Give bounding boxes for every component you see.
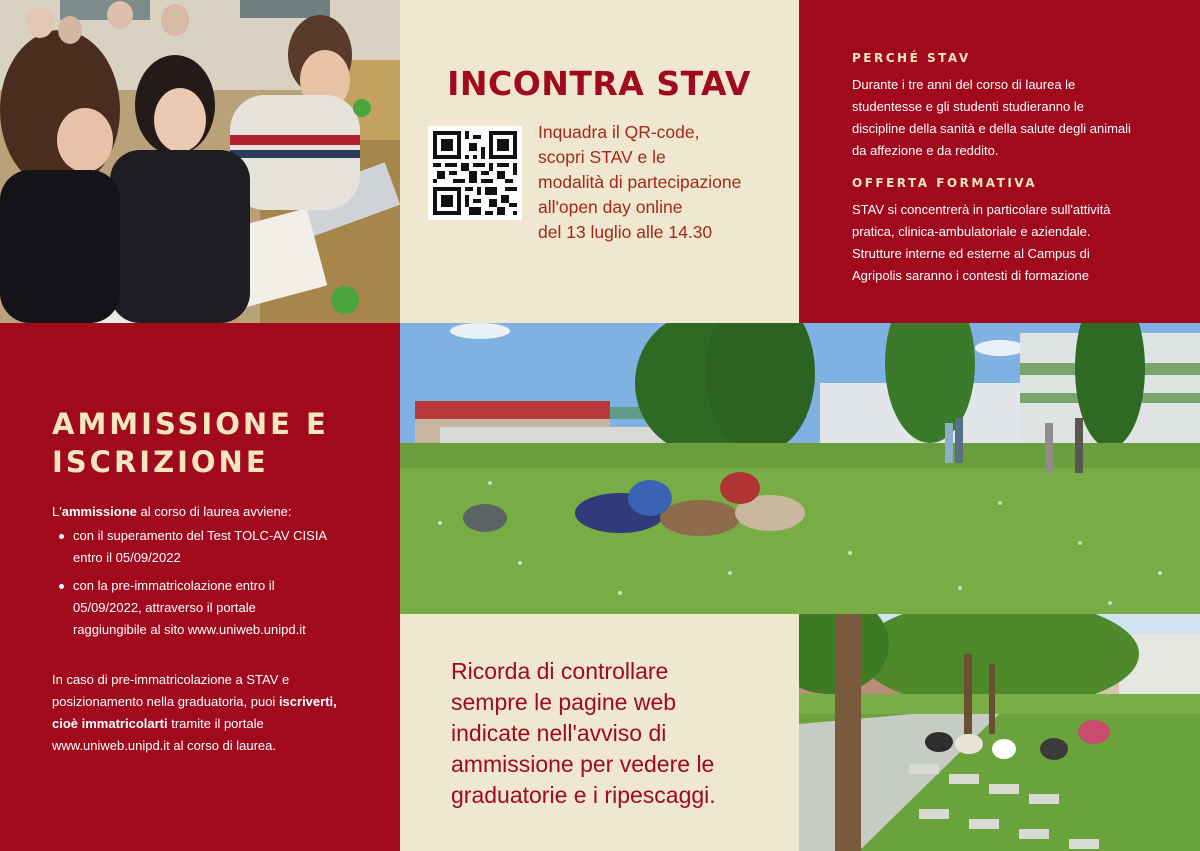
text-line: Durante i tre anni del corso di laurea le bbox=[852, 77, 1076, 92]
qr-text-line: all'open day online bbox=[538, 197, 683, 217]
qr-text-line: Inquadra il QR-code, bbox=[538, 122, 700, 142]
text-line: graduatorie e i ripescaggi. bbox=[451, 782, 716, 808]
qr-code-icon[interactable] bbox=[428, 126, 522, 220]
text-line: discipline della sanità e della salute degli animali bbox=[852, 121, 1131, 136]
iscrizione-text bbox=[52, 669, 372, 757]
text-line: www.uniweb.unipd.it al corso di laurea. bbox=[52, 738, 277, 753]
ammissione-body bbox=[52, 501, 372, 641]
offerta-heading: OFFERTA FORMATIVA bbox=[852, 176, 1038, 190]
list-item-line: con il superamento del Test TOLC-AV CISIA bbox=[73, 528, 328, 543]
campus-lawn-photo bbox=[400, 323, 1200, 614]
text-span: posizionamento nella graduatoria, puoi bbox=[52, 694, 279, 709]
open-day-title: INCONTRA STAV bbox=[447, 64, 751, 103]
open-day-panel bbox=[400, 0, 798, 323]
text-line: Ricorda di controllare bbox=[451, 658, 669, 684]
list-item-line: raggiungibile al sito www.uniweb.unipd.it bbox=[73, 622, 306, 637]
info-panel bbox=[799, 0, 1200, 323]
campus-trees-photo bbox=[799, 614, 1200, 851]
list-item bbox=[52, 525, 372, 569]
text-line bbox=[52, 691, 372, 713]
text-line: indicate nell'avviso di bbox=[451, 720, 667, 746]
list-item-line: entro il 05/09/2022 bbox=[73, 550, 181, 565]
reminder-text bbox=[451, 656, 781, 811]
perche-text bbox=[852, 74, 1172, 162]
intro-bold: ammissione bbox=[61, 504, 137, 519]
qr-text-line: modalità di partecipazione bbox=[538, 172, 742, 192]
bold-span: iscriverti, bbox=[278, 694, 337, 709]
intro-text: al corso di laurea avviene: bbox=[136, 504, 292, 519]
text-line: Agripolis saranno i contesti di formazione bbox=[852, 268, 1090, 283]
offerta-text bbox=[852, 199, 1172, 287]
text-line: In caso di pre-immatricolazione a STAV e bbox=[52, 672, 290, 687]
text-line: STAV si concentrerà in particolare sull'attività bbox=[852, 202, 1111, 217]
ammissione-panel bbox=[0, 323, 400, 851]
list-item-line: 05/09/2022, attraverso il portale bbox=[73, 600, 256, 615]
list-item bbox=[52, 575, 372, 641]
reminder-panel bbox=[400, 614, 798, 851]
list-item-line: con la pre-immatricolazione entro il bbox=[73, 578, 275, 593]
intro-text: L' bbox=[52, 504, 62, 519]
text-line: ammissione per vedere le bbox=[451, 751, 715, 777]
qr-text-line: del 13 luglio alle 14.30 bbox=[538, 222, 713, 242]
ammissione-intro bbox=[52, 501, 372, 523]
text-line: da affezione e da reddito. bbox=[852, 143, 999, 158]
qr-instructions bbox=[538, 120, 788, 245]
text-line: studentesse e gli studenti studieranno le bbox=[852, 99, 1084, 114]
classroom-photo bbox=[0, 0, 400, 323]
title-line: ISCRIZIONE bbox=[52, 445, 269, 479]
text-span: tramite il portale bbox=[167, 716, 264, 731]
text-line: pratica, clinica-ambulatoriale e aziendale. bbox=[852, 224, 1091, 239]
text-line bbox=[52, 713, 372, 735]
ammissione-title bbox=[52, 405, 329, 481]
ammissione-list bbox=[52, 525, 372, 641]
title-line: AMMISSIONE E bbox=[52, 407, 329, 441]
text-line: sempre le pagine web bbox=[451, 689, 677, 715]
text-line: Strutture interne ed esterne al Campus di bbox=[852, 246, 1090, 261]
qr-text-line: scopri STAV e le bbox=[538, 147, 666, 167]
bold-span: cioè immatricolarti bbox=[52, 716, 168, 731]
perche-heading: PERCHÉ STAV bbox=[852, 51, 971, 65]
